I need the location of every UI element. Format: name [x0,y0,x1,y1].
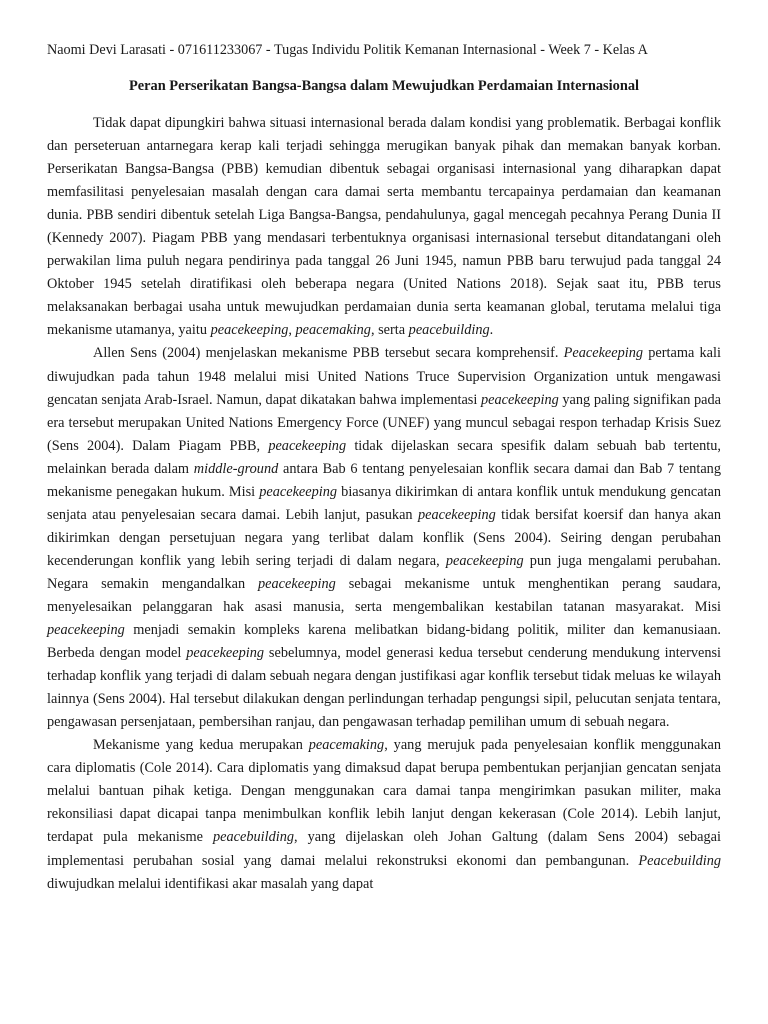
text-run: . [489,322,494,339]
italic-term: Peacekeeping [563,345,644,362]
text-run: , [288,322,296,339]
text-run: pun juga mengalami perubahan. Negara semakin mengandalkan [47,552,721,592]
paragraph-2 [47,342,721,734]
text-run: sebelumnya, model generasi kedua tersebut cenderung mendukung intervensi terhadap konflik yang terjadi di dalam sebuah negara dengan justifikasi agar konflik tersebut tidak meluas ke wilayah lainnya (Sens 2004). Hal tersebut dilakukan dengan perlindungan terhadap pengungsi sipil, pelucutan senjata tentara, pengawasan persenjataan, pembersihan ranjau, dan pengawasan terhadap pemilihan umum di sebuah negara. [47,645,722,731]
paragraph-1 [47,112,721,342]
italic-term: peacekeeping [186,645,265,662]
text-run: tidak dijelaskan secara spesifik dalam sebuah bab tertentu, melainkan berada dalam [47,437,721,477]
italic-term: peacekeeping [417,506,496,523]
italic-term: peacekeeping [259,483,338,500]
document-page [47,40,721,896]
italic-term: peacekeeping [480,391,559,408]
text-run: Tidak dapat dipungkiri bahwa situasi internasional berada dalam kondisi yang problematik. Berbagai konflik dan perseteruan antarnegara kerap kali terjadi sehingga merugikan banyak pihak dan memakan banyak korban. Perserikatan Bangsa-Bangsa (PBB) kemudian dibentuk sebagai organisasi internasional yang diharapkan dapat memfasilitasi penyelesaian masalah dengan cara damai serta membantu tercapainya perdamaian dan keamanan dunia. PBB sendiri dibentuk setelah Liga Bangsa-Bangsa, pendahulunya, gagal mencegah pecahnya Perang Dunia II (Kennedy 2007). Piagam PBB yang mendasari terbentuknya organisasi internasional tersebut ditandatangani oleh perwakilan lima puluh negara pendirinya pada tanggal 26 Juni 1945, namun PBB baru terwujud pada tanggal 24 Oktober 1945 setelah diratifikasi oleh beberapa negara (United Nations 2018). Sejak saat itu, PBB terus melaksanakan berbagai usaha untuk mewujudkan perdamaian dunia serta keamanan global, terutama melalui tiga mekanisme utamanya, yaitu [47,115,721,339]
text-run: , serta [370,322,409,339]
text-run: Mekanisme yang kedua merupakan [93,737,309,754]
italic-term: peacekeeping [268,437,347,454]
italic-term: peacemaking [295,322,371,339]
text-run: , yang merujuk pada penyelesaian konflik menggunakan cara diplomatis (Cole 2014). Cara diplomatis yang dimaksud dapat berupa pembentukan perjanjian gencatan senjata melalui bantuan pihak ketiga. Dengan menggunakan cara damai tanpa mengirimkan pasukan militer, maka rekonsiliasi dapat dicapai tanpa menimbulkan konflik lebih lanjut dengan kekerasan (Cole 2014). Lebih lanjut, terdapat pula mekanisme [47,737,721,846]
document-body [47,112,721,896]
text-run: menjadi semakin kompleks karena melibatkan bidang-bidang politik, militer dan kemanusiaan. Berbeda dengan model [47,622,721,662]
italic-term: peacebuilding [213,829,294,846]
italic-term: peacekeeping [258,575,336,592]
italic-term: peacemaking [308,737,385,754]
text-run: tidak bersifat koersif dan hanya akan dikirimkan dengan persetujuan negara yang terlibat dalam konflik (Sens 2004). Seiring dengan perubahan kecenderungan konflik yang lebih sering terjadi di dalam negara, [47,506,721,569]
italic-term: peacebuilding [408,322,490,339]
italic-term: Peacebuilding [638,852,721,869]
text-run: biasanya dikirimkan di antara konflik untuk mendukung gencatan senjata atau penyelesaian secara damai. Lebih lanjut, pasukan [47,483,722,523]
text-run: Allen Sens (2004) menjelaskan mekanisme PBB tersebut secara komprehensif. [93,345,564,362]
text-run: yang paling signifikan pada era tersebut merupakan United Nations Emergency Force (UNEF) yang muncul sebagai respon terhadap Krisis Suez (Sens 2004). Dalam Piagam PBB, [47,391,721,454]
text-run: diwujudkan melalui identifikasi akar masalah yang dapat [47,875,374,892]
page-header: Naomi Devi Larasati - 071611233067 - Tugas Individu Politik Kemanan Internasional - Week 7 - Kelas A [47,42,648,58]
text-run: antara Bab 6 tentang penyelesaian konflik secara damai dan Bab 7 tentang mekanisme penegakan hukum. Misi [47,460,721,500]
text-run: , yang dijelaskan oleh Johan Galtung (dalam Sens 2004) sebagai implementasi perubahan sosial yang damai melalui rekonstruksi ekonomi dan pembangunan. [47,829,721,869]
paragraph-3 [47,734,721,895]
text-run: sebagai mekanisme untuk menghentikan perang saudara, menyelesaikan pelanggaran hak asasi manusia, serta mengembalikan kestabilan tatanan masyarakat. Misi [47,575,721,615]
italic-term: middle-ground [193,460,279,477]
text-run: pertama kali diwujudkan pada tahun 1948 melalui misi United Nations Truce Supervision Organization untuk mengawasi gencatan senjata Arab-Israel. Namun, dapat dikatakan bahwa implementasi [47,345,721,408]
italic-term: peacekeeping [47,622,125,639]
document-title: Peran Perserikatan Bangsa-Bangsa dalam Mewujudkan Perdamaian Internasional [128,78,640,94]
italic-term: peacekeeping [210,322,289,339]
italic-term: peacekeeping [445,552,524,569]
